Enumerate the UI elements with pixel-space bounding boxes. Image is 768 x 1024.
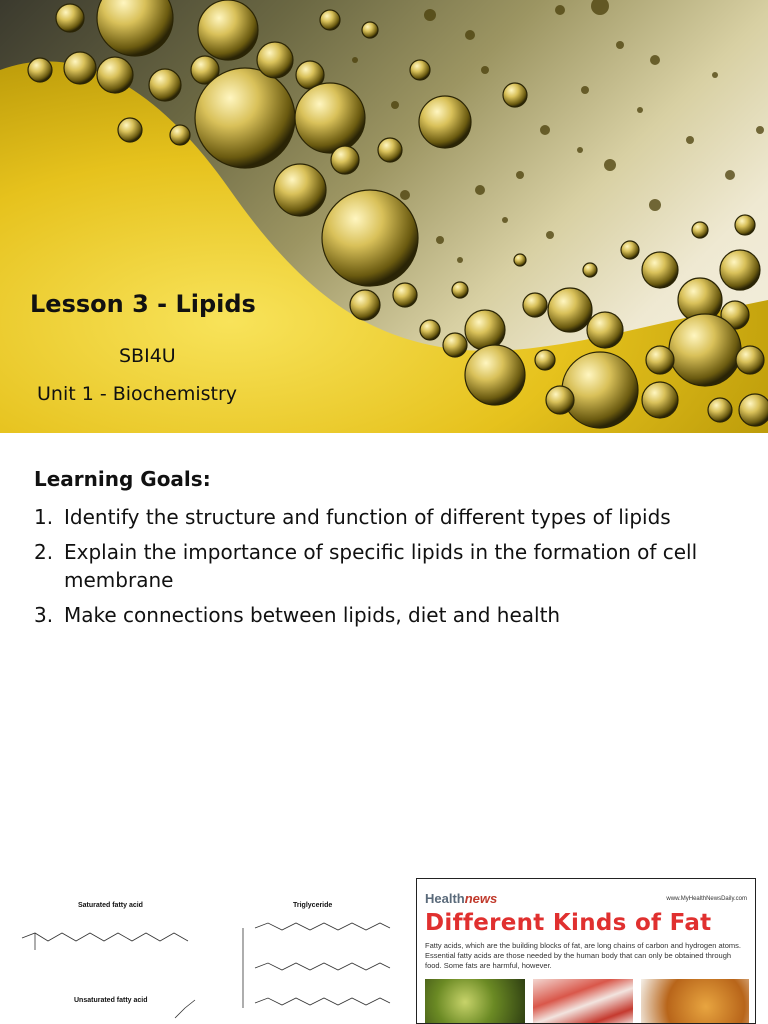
goal-number: 3. — [34, 603, 54, 627]
oil-bubbles-background — [0, 0, 768, 433]
goal-item — [34, 601, 754, 629]
lipid-structures-thumbnail[interactable] — [0, 878, 410, 1024]
goal-item — [34, 503, 754, 531]
goal-item — [34, 538, 754, 594]
learning-goals-heading: Learning Goals: — [34, 467, 211, 491]
avocado-image — [425, 979, 525, 1024]
unsaturated-fatty-acid-label: Unsaturated fatty acid — [74, 997, 148, 1004]
chemical-structure-diagram — [0, 878, 410, 1024]
title-slide — [0, 0, 768, 433]
bacon-image — [533, 979, 633, 1024]
goal-text: Explain the importance of specific lipids in the formation of cell membrane — [64, 540, 698, 592]
goal-text: Identify the structure and function of different types of lipids — [64, 505, 671, 529]
saturated-fatty-acid-label: Saturated fatty acid — [78, 902, 143, 909]
infographic-title: Different Kinds of Fat — [425, 910, 712, 936]
goal-number: 1. — [34, 505, 54, 529]
course-code: SBI4U — [119, 345, 176, 367]
infographic-body: Fatty acids, which are the building blocks of fat, are long chains of carbon and hydrogen atoms. Essential fatty acids are those needed by the human body that can only be obtained through food. Some fats are harmful, however. — [425, 941, 742, 970]
source-url: www.MyHealthNewsDaily.com — [666, 896, 747, 902]
goal-text: Make connections between lipids, diet and health — [64, 603, 561, 627]
different-kinds-of-fat-thumbnail[interactable] — [416, 878, 756, 1024]
fried-chicken-image — [641, 979, 749, 1024]
goal-number: 2. — [34, 540, 54, 564]
learning-goals-slide — [0, 433, 768, 873]
slide-title: Lesson 3 - Lipids — [30, 290, 256, 318]
unit-name: Unit 1 - Biochemistry — [37, 383, 238, 405]
triglyceride-label: Triglyceride — [293, 902, 333, 909]
health-news-logo: Healthnews — [425, 891, 498, 906]
